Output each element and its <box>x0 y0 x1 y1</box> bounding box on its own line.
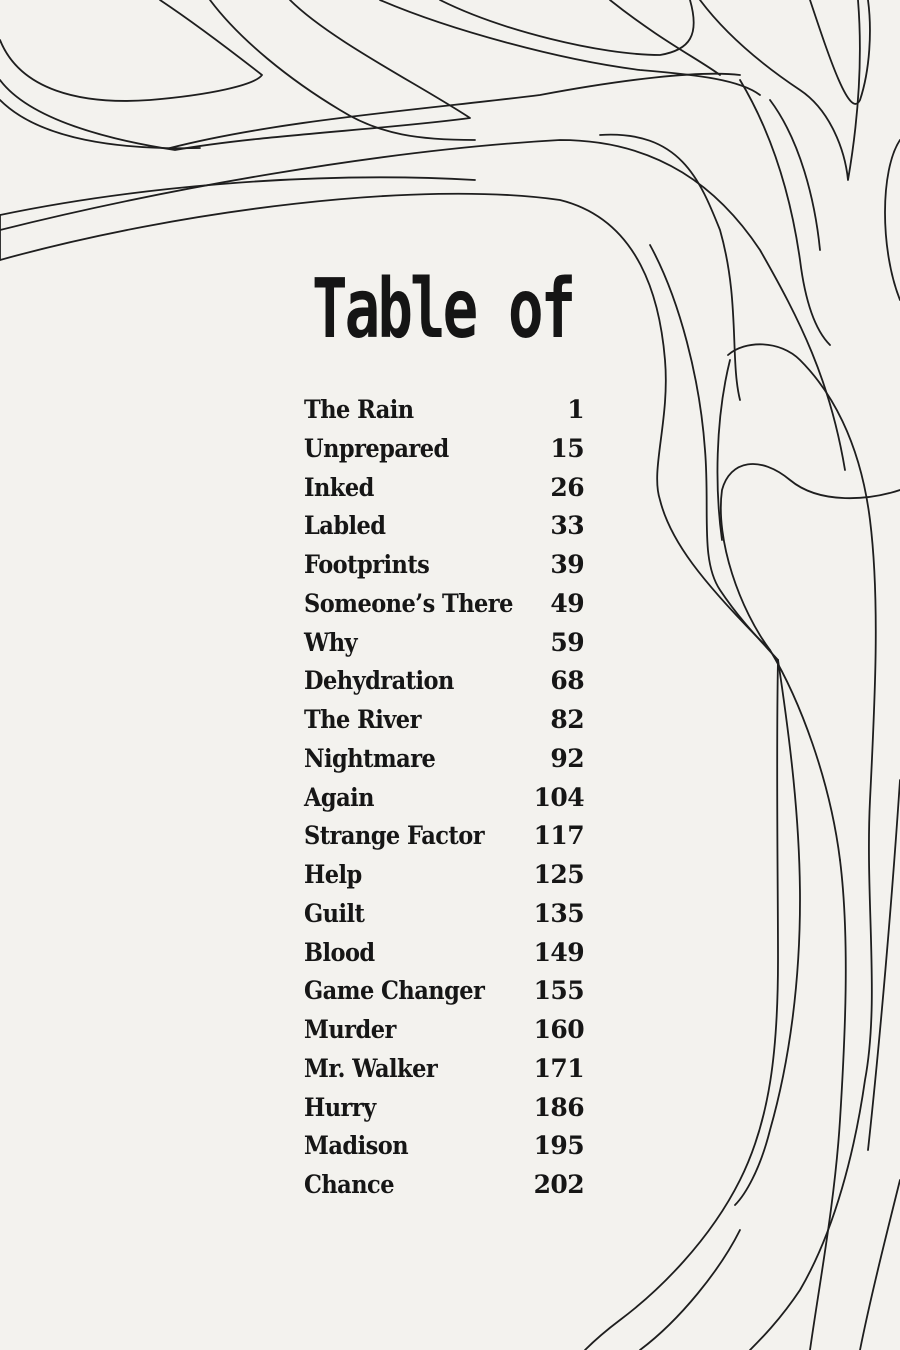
toc-entry-page-number: 125 <box>533 860 584 889</box>
toc-entry-title: Chance <box>304 1170 394 1199</box>
toc-entry <box>304 473 584 512</box>
toc-entry-page-number: 26 <box>550 472 584 502</box>
toc-entry-page-number: 160 <box>533 1015 584 1044</box>
toc-entry-page-number: 49 <box>550 588 584 618</box>
toc-entry-title: The River <box>304 705 421 734</box>
toc-entry <box>304 783 584 822</box>
toc-entry-page-number: 82 <box>550 705 584 734</box>
toc-entry-title: Guilt <box>304 898 365 928</box>
toc-entry <box>304 1131 584 1170</box>
toc-entry-page-number: 15 <box>550 433 584 463</box>
toc-entry-title: Murder <box>304 1015 396 1044</box>
toc-entry-page-number: 171 <box>533 1053 584 1083</box>
toc-entry <box>304 938 584 977</box>
toc-entry <box>304 511 584 550</box>
toc-entry-title: Again <box>304 782 374 812</box>
toc-entry-page-number: 155 <box>533 976 584 1006</box>
toc-entry <box>304 666 584 705</box>
toc-entry <box>304 1170 584 1209</box>
toc-entry-page-number: 59 <box>550 627 584 657</box>
toc-entry <box>304 821 584 860</box>
toc-entry <box>304 434 584 473</box>
toc-entry-title: Nightmare <box>304 743 436 773</box>
toc-entry-title: Inked <box>304 472 374 502</box>
toc-entry <box>304 899 584 938</box>
toc-entry-page-number: 33 <box>550 511 584 541</box>
toc-entry-title: Dehydration <box>304 666 454 696</box>
toc-entry-title: The Rain <box>304 395 414 424</box>
toc-entry-title: Hurry <box>304 1092 376 1122</box>
toc-entry-page-number: 202 <box>533 1170 584 1199</box>
toc-entry <box>304 1015 584 1054</box>
page-title: Table of <box>312 262 574 357</box>
toc-entry-page-number: 117 <box>533 821 584 851</box>
toc-entry-title: Help <box>304 860 362 889</box>
toc-entry-page-number: 135 <box>533 898 584 928</box>
toc-entry-page-number: 195 <box>533 1131 584 1161</box>
toc-entry-title: Game Changer <box>304 976 485 1006</box>
toc-entry-title: Unprepared <box>304 433 449 463</box>
toc-entry-title: Footprints <box>304 550 430 579</box>
toc-entry-title: Strange Factor <box>304 821 485 851</box>
toc-entry-title: Blood <box>304 937 375 967</box>
toc-entry-page-number: 39 <box>550 550 584 579</box>
toc-entry <box>304 395 584 434</box>
toc-entry <box>304 589 584 628</box>
toc-entry-page-number: 149 <box>533 937 584 967</box>
toc-entry-title: Madison <box>304 1131 409 1161</box>
toc-entry <box>304 705 584 744</box>
toc-entry <box>304 744 584 783</box>
toc-entry-title: Labled <box>304 511 386 541</box>
toc-entry <box>304 628 584 667</box>
toc-entry <box>304 550 584 589</box>
toc-entry <box>304 860 584 899</box>
toc-entry-page-number: 1 <box>567 395 584 424</box>
toc-entry-title: Mr. Walker <box>304 1053 438 1083</box>
toc-entry <box>304 1093 584 1132</box>
toc-entry <box>304 1054 584 1093</box>
toc-entry-page-number: 186 <box>533 1092 584 1122</box>
toc-entry-title: Why <box>304 627 358 657</box>
toc-entry-title: Someone’s There <box>304 588 513 618</box>
toc-entry <box>304 976 584 1015</box>
toc-entry-page-number: 92 <box>550 743 584 773</box>
toc-entry-page-number: 104 <box>533 782 584 812</box>
table-of-contents <box>304 395 584 1209</box>
toc-entry-page-number: 68 <box>550 666 584 696</box>
